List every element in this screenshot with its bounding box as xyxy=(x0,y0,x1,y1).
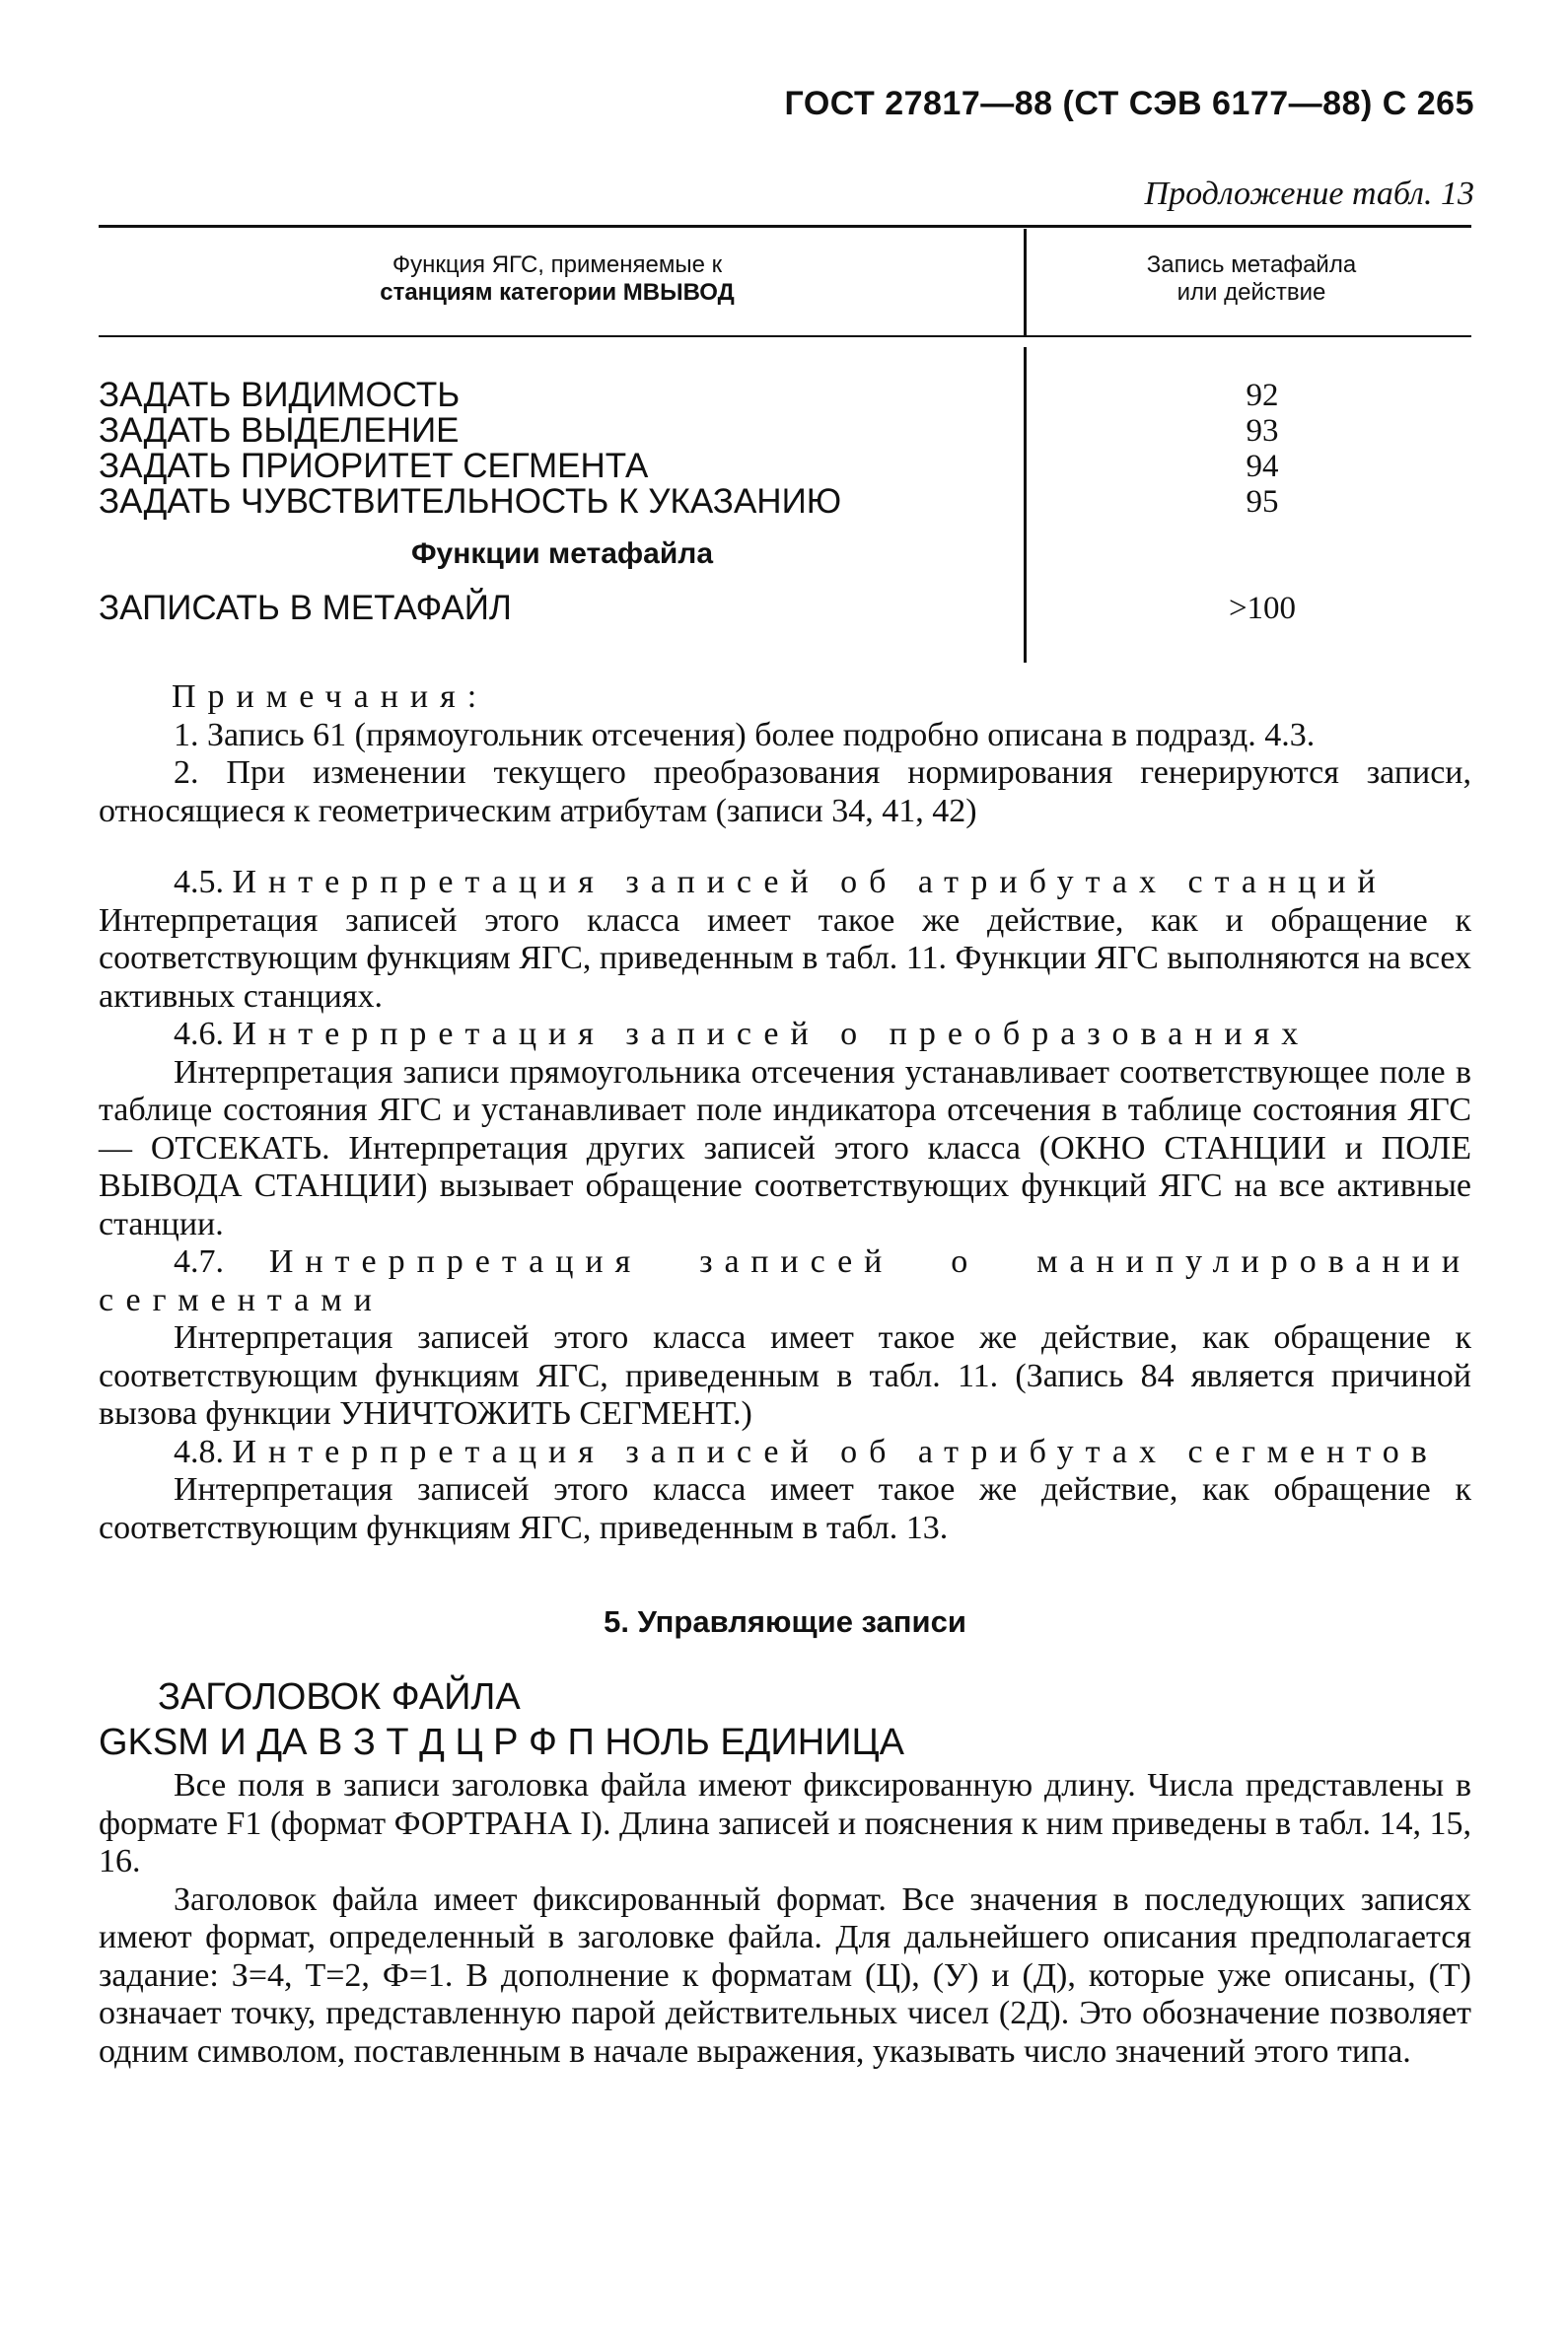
table-column-divider xyxy=(1024,347,1027,663)
table-top-rule xyxy=(99,225,1471,228)
note-item: 2. При изменении текущего преобразования нормирования генерируются записи, относящиеся к геометрическим атрибутам (записи 34, 41, 42) xyxy=(99,754,1471,829)
section-heading: 4.8. Интерпретация записей об атрибутах сегментов xyxy=(174,1433,1439,1470)
section-5-paragraph: Все поля в записи заголовка файла имеют фиксированную длину. Числа представлены в формате F1 (формат ФОРТРАНА I). Длина записей и пояснения к ним приведены в табл. 14, 15, 16. xyxy=(99,1767,1471,1879)
section-5-body xyxy=(99,1767,1471,2071)
table-row-function: ЗАДАТЬ ЧУВСТВИТЕЛЬНОСТЬ К УКАЗАНИЮ xyxy=(99,482,842,521)
table-row-function: ЗАДАТЬ ВИДИМОСТЬ xyxy=(99,376,461,414)
table-row-code: 93 xyxy=(1246,413,1279,449)
table-row-code: 92 xyxy=(1246,378,1279,413)
table-header-rule xyxy=(99,335,1471,337)
table-header-record: Запись метафайла или действие xyxy=(1146,251,1357,306)
section-text: Интерпретация записей этого класса имеет такое же действие, как и обращение к соответствующим функциям ЯГС, приведенным в табл. 11. Функции ЯГС выполняются на всех активных станциях. xyxy=(99,901,1471,1015)
note-item: 1. Запись 61 (прямоугольник отсечения) более подробно описана в подразд. 4.3. xyxy=(174,716,1316,753)
body-text xyxy=(99,678,1471,1547)
section-5-paragraph: Заголовок файла имеет фиксированный формат. Все значения в последующих записях имеют формат, определенный в заголовке файла. Для дальнейшего описания предполагается задание: З=4, Т=2, Ф=1. В дополнение к форматам (Ц), (У) и (Д), которые уже описаны, (Т) означает точку, представленную парой действительных чисел (2Д). Это обозначение позволяет одним символом, поставленным в начале выражения, указывать число значений этого типа. xyxy=(99,1880,1471,2070)
table-continuation-label: Продложение табл. 13 xyxy=(1144,176,1474,212)
table-row-function: ЗАДАТЬ ПРИОРИТЕТ СЕГМЕНТА xyxy=(99,447,649,485)
section-text: Интерпретация записей этого класса имеет такое же действие, как обращение к соответствующим функциям ЯГС, приведенным в табл. 13. xyxy=(99,1471,1471,1546)
table-subheading: Функции метафайла xyxy=(410,537,714,570)
table-row-function: ЗАПИСАТЬ В МЕТАФАЙЛ xyxy=(99,589,512,627)
table-column-divider xyxy=(1024,229,1027,335)
table-header-function: Функция ЯГС, применяемые к станциям категории МВЫВОД xyxy=(380,251,735,306)
table-row-code: 95 xyxy=(1246,484,1279,520)
notes-title: Примечания: xyxy=(172,678,489,715)
table-row-code: >100 xyxy=(1228,591,1297,626)
section-heading: 4.6. Интерпретация записей о преобразованиях xyxy=(174,1016,1311,1052)
record-title: ЗАГОЛОВОК ФАЙЛА xyxy=(158,1676,521,1718)
section-text: Интерпретация записи прямоугольника отсечения устанавливает соответствующее поле в таблице состояния ЯГС и устанавливает поле индикатора отсечения в таблице состояния ЯГС — ОТСЕКАТЬ. Интерпретация других записей этого класса (ОКНО СТАНЦИИ и ПОЛЕ ВЫВОДА СТАНЦИИ) вызывает обращение соответствующих функций ЯГС на все активные станции. xyxy=(99,1053,1471,1242)
table-row-function: ЗАДАТЬ ВЫДЕЛЕНИЕ xyxy=(99,411,460,450)
section-heading: 4.7. Интерпретация записей о манипулировании сегментами xyxy=(99,1243,1472,1318)
section-text: Интерпретация записей этого класса имеет такое же действие, как обращение к соответствующим функциям ЯГС, приведенным в табл. 11. (Запись 84 является причиной вызова функции УНИЧТОЖИТЬ СЕГМЕНТ.) xyxy=(99,1319,1471,1432)
section-5-title: 5. Управляющие записи xyxy=(604,1604,966,1639)
record-format: GKSM И ДА В З Т Д Ц Р Ф П НОЛЬ ЕДИНИЦА xyxy=(99,1722,904,1763)
page-header: ГОСТ 27817—88 (СТ СЭВ 6177—88) С 265 xyxy=(784,85,1474,122)
table-row-code: 94 xyxy=(1246,449,1279,484)
section-heading: 4.5. Интерпретация записей об атрибутах станций xyxy=(174,864,1388,900)
